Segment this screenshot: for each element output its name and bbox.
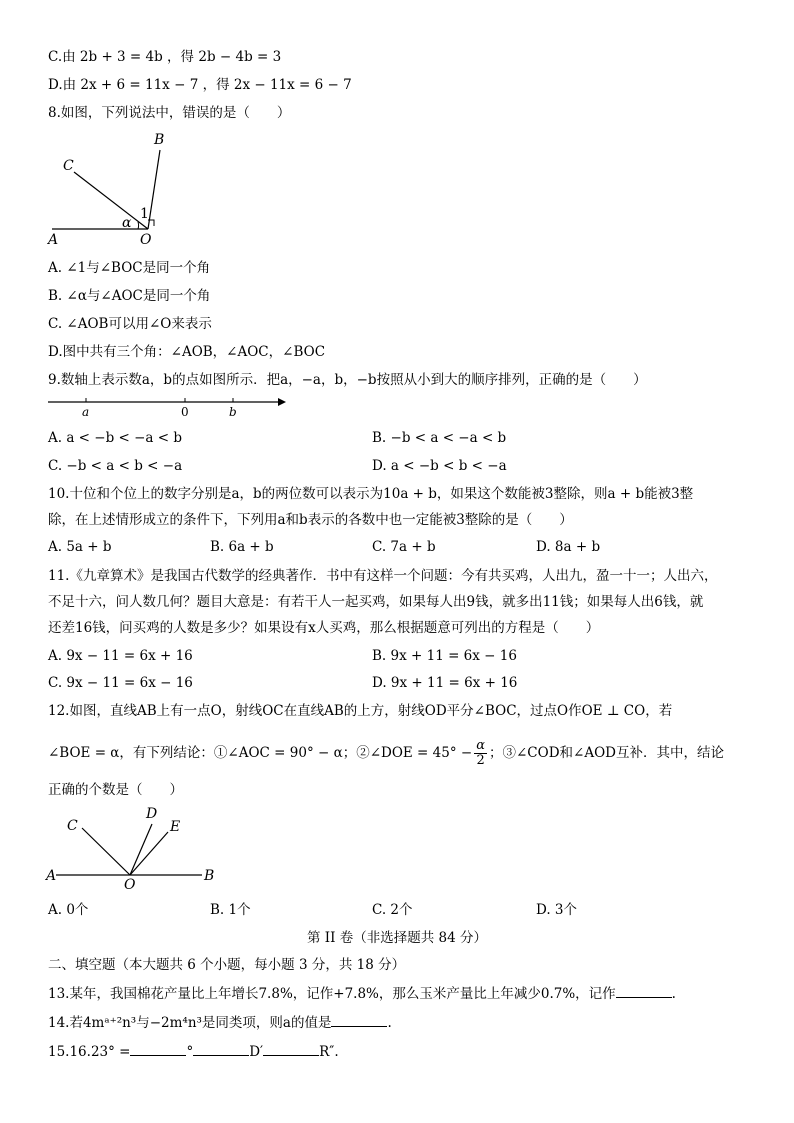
q9-option-d: D. a < −b < b < −a: [372, 458, 507, 474]
q7-option-d: D.由 2x + 6 = 11x − 7 ，得 2x − 11x = 6 − 7: [48, 77, 352, 93]
q11-line-2: 不足十六，问人数几何？题目大意是：有若干人一起买鸡，如果每人出9钱，就多出11钱；如果每人出6钱，就: [48, 594, 704, 610]
q9-axis-zero: 0: [181, 405, 189, 419]
q12-label-a: A: [46, 868, 57, 884]
q12-option-a: A. 0个: [48, 902, 89, 918]
q8-angle-figure: [44, 128, 174, 248]
q12-label-e: E: [170, 819, 181, 835]
q15-blank-minutes: [193, 1041, 249, 1056]
q10-option-c: C. 7a + b: [372, 539, 436, 555]
q12-frac-den: 2: [476, 753, 485, 768]
q11-line-1: 11.《九章算术》是我国古代数学的经典著作．书中有这样一个问题：今有共买鸡，人出九，盈一十一；人出六，: [48, 568, 718, 584]
q11-option-c: C. 9x − 11 = 6x − 16: [48, 675, 193, 691]
q15-blank-seconds: [263, 1041, 319, 1056]
q12-frac-num: α: [476, 738, 485, 753]
q14-stem: 14.若4mᵃ⁺²n³与−2m⁴n³是同类项，则a的值是: [48, 1015, 332, 1031]
q7-option-c: C.由 2b + 3 = 4b ，得 2b − 4b = 3: [48, 49, 282, 65]
q9-axis-b: b: [229, 405, 237, 419]
q9-stem: 9.数轴上表示数a，b的点如图所示．把a，−a，b，−b按照从小到大的顺序排列，正确的是（ ）: [48, 372, 647, 388]
q10-option-d: D. 8a + b: [536, 539, 601, 555]
q9-option-a: A. a < −b < −a < b: [48, 430, 183, 446]
q15-unit-minute: D′: [249, 1044, 264, 1060]
q12-line-2: [48, 737, 724, 769]
q15-unit-degree: °: [186, 1044, 194, 1060]
q15-unit-second: R″: [319, 1044, 335, 1060]
q12-option-d: D. 3个: [536, 902, 578, 918]
q10-line-1: 10.十位和个位上的数字分别是a，b的两位数可以表示为10a + b，如果这个数能被3整除，则a + b能被3整: [48, 486, 694, 502]
q14-text: [48, 1012, 392, 1033]
q12-option-c: C. 2个: [372, 902, 413, 918]
q8-label-o: O: [140, 232, 152, 248]
q15-blank-degrees: [130, 1041, 186, 1056]
q10-option-b: B. 6a + b: [210, 539, 274, 555]
q15-stem: 15.16.23° =: [48, 1044, 131, 1060]
q9-axis-a: a: [82, 405, 90, 419]
q8-option-d: D.图中共有三个角：∠AOB，∠AOC，∠BOC: [48, 344, 326, 360]
q8-option-a: A. ∠1与∠BOC是同一个角: [48, 260, 211, 276]
q9-option-b: B. −b < a < −a < b: [372, 430, 507, 446]
q13-end: .: [671, 986, 676, 1002]
q9-number-line: [46, 394, 286, 420]
q12-fraction: [474, 739, 487, 768]
fill-blank-heading: 二、填空题（本大题共 6 个小题，每小题 3 分，共 18 分）: [48, 957, 406, 973]
q8-option-c: C. ∠AOB可以用∠O来表示: [48, 316, 212, 332]
q12-line-2b: ；③∠COD和∠AOD互补．其中，结论: [488, 745, 724, 761]
q12-label-d: D: [146, 806, 158, 822]
q13-answer-blank: [616, 983, 672, 998]
q8-label-a: A: [48, 232, 59, 248]
q11-option-b: B. 9x + 11 = 6x − 16: [372, 648, 517, 664]
q12-rays-figure: [44, 806, 224, 892]
q15-end: .: [334, 1044, 339, 1060]
q8-option-b: B. ∠α与∠AOC是同一个角: [48, 288, 211, 304]
q8-label-b: B: [154, 132, 165, 148]
q12-option-b: B. 1个: [210, 902, 251, 918]
q15-text: [48, 1041, 339, 1062]
q14-end: .: [387, 1015, 392, 1031]
q12-label-c: C: [67, 818, 78, 834]
q8-label-alpha: α: [122, 215, 132, 231]
q8-label-1: 1: [140, 206, 149, 222]
q10-line-2: 除，在上述情形成立的条件下，下列用a和b表示的各数中也一定能被3整除的是（ ）: [48, 512, 573, 528]
q11-line-3: 还差16钱，问买鸡的人数是多少？如果设有x人买鸡，那么根据题意可列出的方程是（ ）: [48, 620, 600, 636]
q14-answer-blank: [331, 1012, 387, 1027]
q12-line-1: 12.如图，直线AB上有一点O，射线OC在直线AB的上方，射线OD平分∠BOC，过点O作OE ⊥ CO，若: [48, 703, 673, 719]
q11-option-d: D. 9x + 11 = 6x + 16: [372, 675, 518, 691]
q13-stem: 13.某年，我国棉花产量比上年增长7.8%，记作+7.8%，那么玉米产量比上年减少0.7%，记作: [48, 986, 616, 1002]
q8-stem: 8.如图，下列说法中，错误的是（ ）: [48, 105, 291, 121]
q13-text: [48, 983, 676, 1004]
q8-label-c: C: [63, 158, 74, 174]
q12-label-b: B: [204, 868, 215, 884]
q12-line-3: 正确的个数是（ ）: [48, 782, 183, 798]
q12-label-o: O: [124, 877, 136, 893]
q11-option-a: A. 9x − 11 = 6x + 16: [48, 648, 193, 664]
q10-option-a: A. 5a + b: [48, 539, 112, 555]
section-2-title: 第 II 卷（非选择题共 84 分）: [306, 930, 487, 946]
q12-line-2a: ∠BOE = α，有下列结论：①∠AOC = 90° − α；②∠DOE = 45° −: [48, 745, 473, 761]
q9-option-c: C. −b < a < b < −a: [48, 458, 183, 474]
